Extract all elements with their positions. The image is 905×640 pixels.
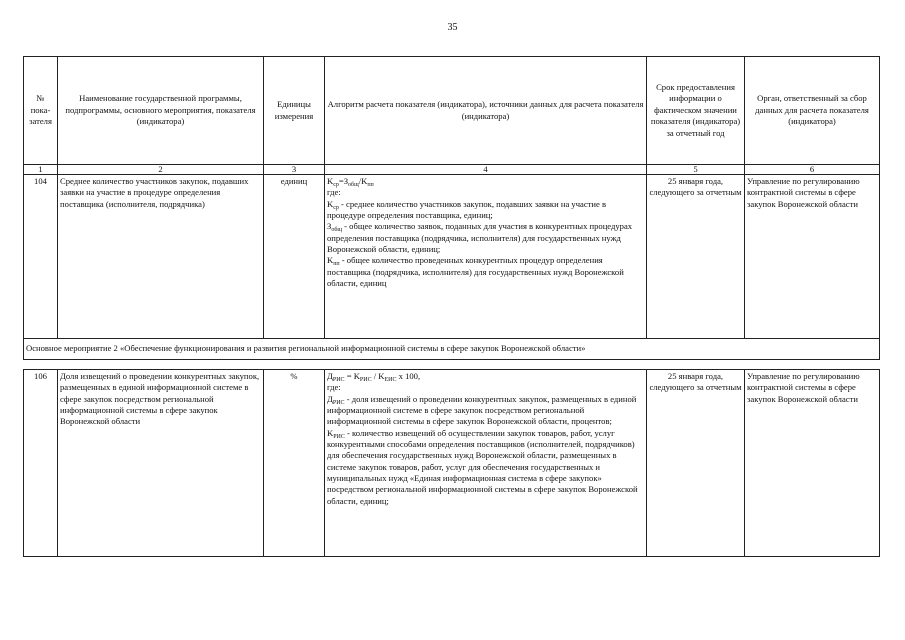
spacer-cell xyxy=(24,360,880,370)
formula-definition: $З_{общ}$ - общее количество заявок, поданных для участия в конкурентных процедурах определения поставщика (подрядчика, исполнителя) для государственных нужд Воронежской области, единиц; xyxy=(327,221,633,255)
indicator-organ: Управление по регулированию контрактной системы в сфере закупок Воронежской области xyxy=(745,370,880,557)
section-row xyxy=(24,339,880,360)
spacer-row xyxy=(24,360,880,370)
column-number: 5 xyxy=(647,165,745,175)
table-row xyxy=(24,175,880,339)
indicator-name: Доля извещений о проведении конкурентных закупок, размещенных в единой информационной системе в сфере закупок посредством региональной информационной системы в сфере закупок Воронежской области xyxy=(58,370,264,557)
column-number: 6 xyxy=(745,165,880,175)
table-row xyxy=(24,370,880,557)
formula-definition: $K_{РИС}$ - количество извещений об осуществлении закупок товаров, работ, услуг конкурентными способами определения поставщиков (исполнителей, подрядчиков) для обеспечения государственных нужд Воронежской области, размещенных в системе закупок товаров, работ, услуг для обеспечения государственных и муниципальных нужд «Единая информационная система в сфере закупок» посредством региональной информационной системы в сфере закупок Воронежской области, единиц; xyxy=(327,427,638,506)
formula: $Д_{РИС} = K_{РИС} / K_{ЕИС}$ x 100, xyxy=(327,371,421,383)
indicator-deadline: 25 января года, следующего за отчетным xyxy=(647,175,745,339)
indicator-algorithm xyxy=(325,175,647,339)
header-algorithm: Алгоритм расчета показателя (индикатора), источники данных для расчета показателя (индикатора) xyxy=(325,57,647,165)
formula: $K_{ср}=З_{общ}/K_{пп}$ xyxy=(327,176,374,188)
indicators-table xyxy=(23,56,880,557)
column-number: 3 xyxy=(264,165,325,175)
table-header-row xyxy=(24,57,880,165)
section-title: Основное мероприятие 2 «Обеспечение функционирования и развития региональной информационной системы в сфере закупок Воронежской области» xyxy=(24,339,880,360)
indicator-deadline: 25 января года, следующего за отчетным xyxy=(647,370,745,557)
header-organ: Орган, ответственный за сбор данных для расчета показателя (индикатора) xyxy=(745,57,880,165)
formula-definition: $Д_{РИС}$ - доля извещений о проведении конкурентных закупок, размещенных в единой информационной системе в сфере закупок посредством региональной информационной системы в сфере закупок Воронежской области, процентов; xyxy=(327,393,637,427)
indicator-name: Среднее количество участников закупок, подавших заявки на участие в процедуре определения поставщика (исполнителя, подрядчика) xyxy=(58,175,264,339)
header-name: Наименование государственной программы, подпрограммы, основного мероприятия, показателя (индикатора) xyxy=(58,57,264,165)
indicator-unit: % xyxy=(264,370,325,557)
page-number: 35 xyxy=(447,22,458,33)
header-num: № пока-зателя xyxy=(24,57,58,165)
formula-where: где: xyxy=(327,187,341,198)
indicator-organ: Управление по регулированию контрактной системы в сфере закупок Воронежской области xyxy=(745,175,880,339)
row-number: 106 xyxy=(24,370,58,557)
header-unit: Единицы измерения xyxy=(264,57,325,165)
column-number: 2 xyxy=(58,165,264,175)
indicator-algorithm xyxy=(325,370,647,557)
row-number: 104 xyxy=(24,175,58,339)
formula-where: где: xyxy=(327,382,341,393)
formula-definition: $K_{пп}$ - общее количество проведенных конкурентных процедур определения поставщика (подрядчика, исполнителя) для государственных нужд Воронежской области, единиц xyxy=(327,255,624,289)
column-number: 1 xyxy=(24,165,58,175)
indicator-unit: единиц xyxy=(264,175,325,339)
formula-definition: $K_{ср}$ - среднее количество участников закупок, подавших заявки на участие в процедуре определения поставщика, единиц; xyxy=(327,198,607,221)
header-deadline: Срок предоставления информации о фактическом значении показателя (индикатора) за отчетный год xyxy=(647,57,745,165)
column-number: 4 xyxy=(325,165,647,175)
column-numbers-row xyxy=(24,165,880,175)
